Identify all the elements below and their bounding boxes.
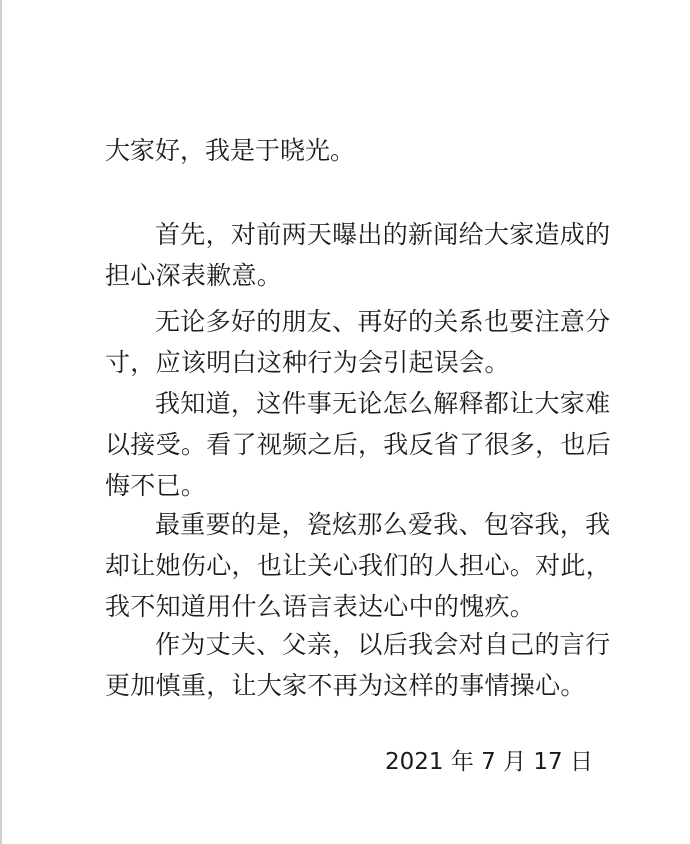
page-left-edge — [0, 0, 2, 844]
letter-paragraph-wife: 最重要的是，瓷炫那么爱我、包容我，我却让她伤心，也让关心我们的人担心。对此，我不知道用什么语言表达心中的愧疚。 — [105, 510, 612, 621]
letter-paragraph-boundaries: 无论多好的朋友、再好的关系也要注意分寸，应该明白这种行为会引起误会。 — [105, 307, 611, 377]
letter-paragraph-regret: 我知道，这件事无论怎么解释都让大家难以接受。看了视频之后，我反省了很多，也后悔不已。 — [105, 389, 612, 500]
letter-greeting: 大家好，我是于晓光。 — [105, 136, 356, 165]
letter-paragraph-promise: 作为丈夫、父亲，以后我会对自己的言行更加慎重，让大家不再为这样的事情操心。 — [105, 630, 611, 700]
letter-date: 2021 年 7 月 17 日 — [385, 749, 593, 775]
letter-paragraph-apology: 首先，对前两天曝出的新闻给大家造成的担心深表歉意。 — [105, 220, 611, 290]
